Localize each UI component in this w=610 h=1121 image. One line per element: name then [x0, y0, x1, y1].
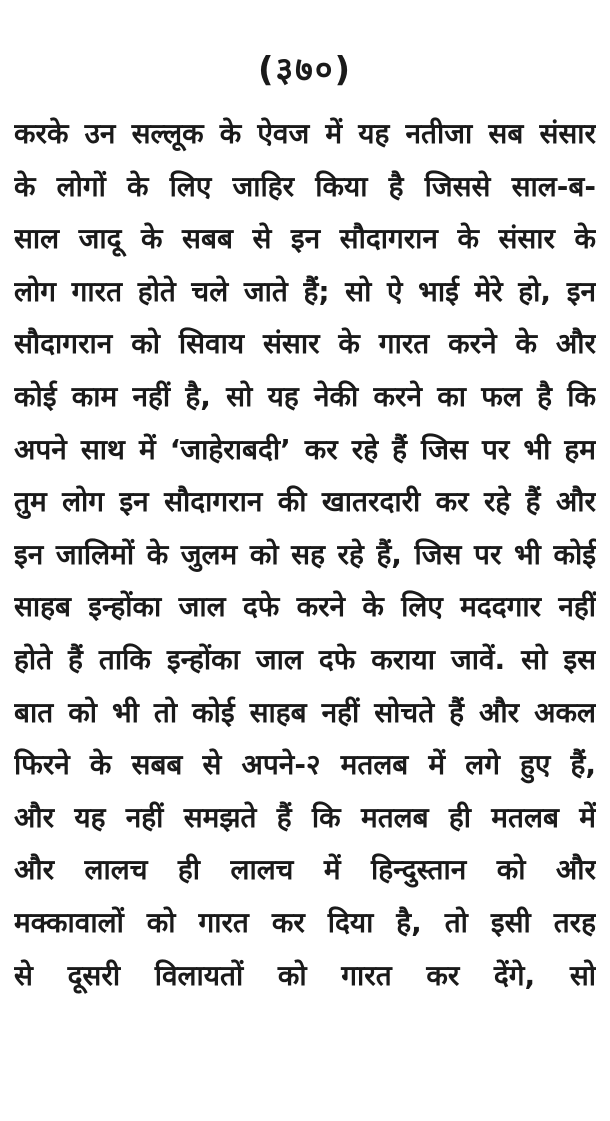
text-line: तुम लोग इन सौदागरान की खातरदारी कर रहे हैं और: [14, 485, 596, 519]
body-text: [14, 108, 596, 1002]
text-line: होते हैं ताकि इन्होंका जाल दफे कराया जावें. सो इस: [14, 642, 596, 676]
text-line: बात को भी तो कोई साहब नहीं सोचते हैं और अकल: [14, 695, 596, 729]
text-line: मक्कावालों को गारत कर दिया है, तो इसी तरह: [14, 905, 596, 939]
text-line: करके उन सल्लूक के ऐवज में यह नतीजा सब संसार: [14, 117, 596, 150]
text-line: और लालच ही लालच में हिन्दुस्तान को और: [14, 853, 596, 887]
text-line: लोग गारत होते चले जाते हैं; सो ऐ भाई मेरे हो, इन: [14, 274, 596, 308]
text-line: सौदागरान को सिवाय संसार के गारत करने के और: [14, 327, 596, 361]
text-line: इन जालिमों के जुलम को सह रहे हैं, जिस पर भी कोई: [14, 537, 596, 571]
text-line: कोई काम नहीं है, सो यह नेकी करने का फल है कि: [14, 379, 596, 413]
text-line: अपने साथ में ‘जाहेराबदी’ कर रहे हैं जिस पर भी हम: [14, 432, 596, 466]
text-line: के लोगों के लिए जाहिर किया है जिससे साल-ब-: [14, 169, 596, 203]
text-line: और यह नहीं समझते हैं कि मतलब ही मतलब में: [14, 800, 596, 834]
text-line: फिरने के सबब से अपने-२ मतलब में लगे हुए हैं,: [14, 748, 596, 782]
text-line: से दूसरी विलायतों को गारत कर देंगे, सो: [14, 958, 596, 992]
page-number: (३७०): [257, 50, 353, 90]
text-line: साहब इन्होंका जाल दफे करने के लिए मददगार नहीं: [14, 590, 596, 624]
text-line: साल जादू के सबब से इन सौदागरान के संसार के: [14, 222, 596, 256]
